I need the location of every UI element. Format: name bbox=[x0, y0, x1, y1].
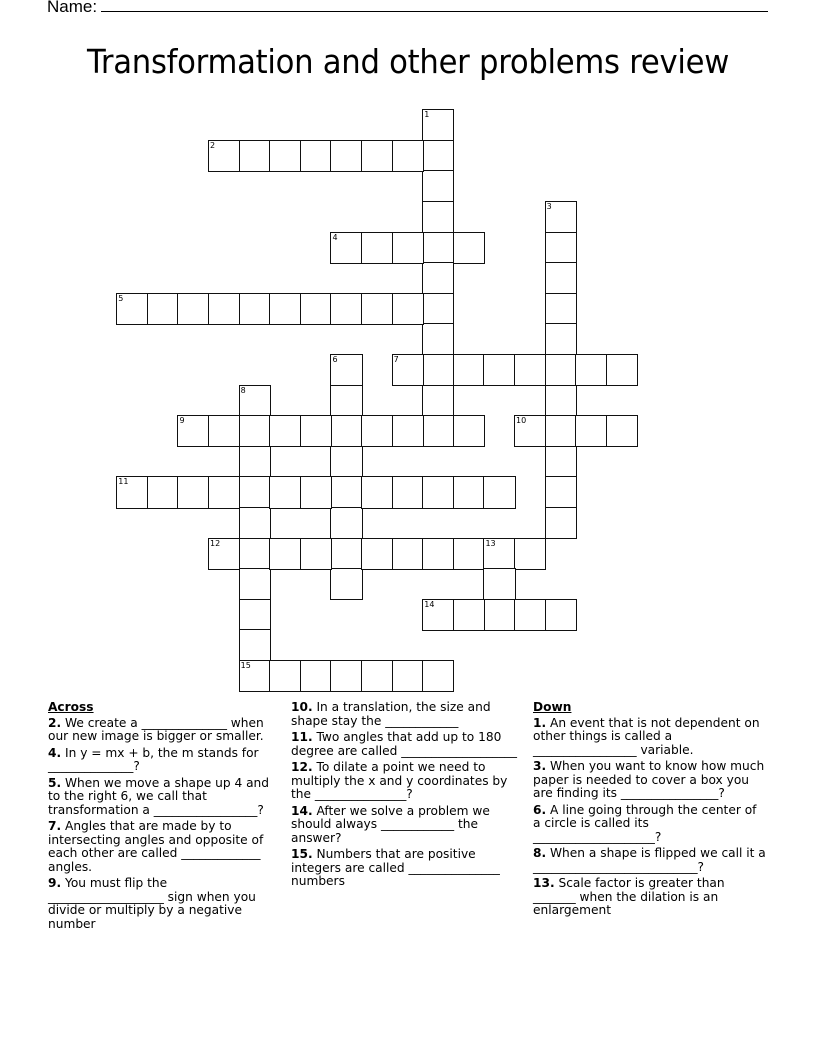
crossword-cell[interactable] bbox=[269, 140, 301, 172]
crossword-cell[interactable] bbox=[514, 354, 546, 386]
clue-text: A line going through the center of a circle is called its ____________________? bbox=[533, 802, 757, 844]
crossword-cell[interactable] bbox=[239, 599, 271, 631]
clue-text: To dilate a point we need to multiply the x and y coordinates by the _______________? bbox=[291, 760, 508, 801]
crossword-cell[interactable] bbox=[422, 660, 454, 692]
clue-number: 2. bbox=[48, 715, 62, 730]
crossword-cell[interactable] bbox=[545, 599, 577, 631]
crossword-cell[interactable] bbox=[453, 415, 485, 447]
crossword-cell[interactable] bbox=[422, 262, 454, 294]
crossword-cell[interactable] bbox=[606, 415, 638, 447]
crossword-cell[interactable] bbox=[147, 293, 179, 325]
clue-down-13 bbox=[533, 877, 767, 918]
crossword-cell[interactable] bbox=[177, 293, 209, 325]
crossword-cell[interactable] bbox=[330, 140, 362, 172]
crossword-cell[interactable] bbox=[239, 538, 271, 570]
name-blank-line[interactable] bbox=[101, 0, 768, 12]
crossword-cell[interactable] bbox=[392, 293, 424, 325]
clue-across-11 bbox=[291, 731, 523, 758]
crossword-cell[interactable] bbox=[330, 232, 362, 264]
clue-text: You must flip the ___________________ sign when you divide or multiply by a negative number bbox=[48, 876, 256, 931]
page-title: Transformation and other problems review bbox=[86, 42, 730, 81]
clue-text: An event that is not dependent on other things is called a _________________ variable. bbox=[533, 715, 760, 757]
crossword-cell[interactable] bbox=[392, 140, 424, 172]
crossword-cell[interactable] bbox=[453, 354, 485, 386]
clue-number: 3. bbox=[533, 759, 547, 773]
crossword-cell[interactable] bbox=[269, 476, 301, 508]
crossword-cell[interactable] bbox=[239, 629, 271, 661]
crossword-cell[interactable] bbox=[545, 507, 577, 539]
clue-number-label: 11 bbox=[118, 477, 129, 487]
crossword-cell[interactable] bbox=[239, 140, 271, 172]
crossword-cell[interactable] bbox=[300, 140, 332, 172]
clue-number: 8. bbox=[533, 846, 547, 860]
crossword-cell[interactable] bbox=[239, 293, 271, 325]
clue-text: When we move a shape up 4 and to the right 6, we call that transformation a _________________? bbox=[48, 775, 270, 817]
crossword-cell[interactable] bbox=[545, 446, 577, 478]
crossword-cell[interactable] bbox=[483, 476, 515, 508]
clue-text: Two angles that add up to 180 degree are called ___________________ bbox=[291, 730, 517, 758]
crossword-cell[interactable] bbox=[300, 538, 332, 570]
crossword-cell[interactable] bbox=[422, 415, 454, 447]
crossword-cell[interactable] bbox=[392, 476, 424, 508]
clue-text: Scale factor is greater than _______ when the dilation is an enlargement bbox=[533, 876, 725, 917]
crossword-cell[interactable] bbox=[422, 476, 454, 508]
crossword-cell[interactable] bbox=[392, 354, 424, 386]
down-clues-column bbox=[533, 701, 767, 921]
crossword-cell[interactable] bbox=[422, 293, 454, 325]
crossword-cell[interactable] bbox=[545, 354, 577, 386]
crossword-cell[interactable] bbox=[208, 140, 240, 172]
crossword-cell[interactable] bbox=[330, 354, 362, 386]
crossword-cell[interactable] bbox=[300, 293, 332, 325]
crossword-cell[interactable] bbox=[483, 568, 515, 600]
crossword-cell[interactable] bbox=[330, 538, 362, 570]
crossword-cell[interactable] bbox=[147, 476, 179, 508]
clue-across-2 bbox=[48, 717, 280, 744]
clue-text: When a shape is flipped we call it a ___________________________? bbox=[533, 846, 766, 874]
crossword-cell[interactable] bbox=[361, 140, 393, 172]
clue-number: 5. bbox=[48, 775, 62, 790]
clue-number-label: 7 bbox=[393, 355, 399, 365]
clue-number-label: 4 bbox=[332, 232, 338, 242]
crossword-cell[interactable] bbox=[422, 201, 454, 233]
name-field[interactable] bbox=[47, 0, 768, 17]
crossword-cell[interactable] bbox=[483, 354, 515, 386]
clue-across-10 bbox=[291, 701, 523, 728]
crossword-cell[interactable] bbox=[208, 476, 240, 508]
crossword-cell[interactable] bbox=[239, 568, 271, 600]
crossword-cell[interactable] bbox=[330, 385, 362, 417]
crossword-cell[interactable] bbox=[239, 507, 271, 539]
crossword-cell[interactable] bbox=[453, 599, 485, 631]
crossword-cell[interactable] bbox=[545, 201, 577, 233]
clue-across-12 bbox=[291, 761, 523, 802]
crossword-grid bbox=[117, 110, 639, 692]
crossword-cell[interactable] bbox=[330, 660, 362, 692]
clue-number: 12. bbox=[291, 760, 313, 774]
clue-number: 4. bbox=[48, 745, 62, 760]
crossword-cell[interactable] bbox=[269, 415, 301, 447]
crossword-cell[interactable] bbox=[392, 660, 424, 692]
clue-text: Numbers that are positive integers are called _______________ numbers bbox=[291, 847, 500, 888]
crossword-cell[interactable] bbox=[545, 262, 577, 294]
clue-across-5 bbox=[48, 777, 280, 818]
clue-number-label: 5 bbox=[118, 293, 124, 303]
clue-number-label: 15 bbox=[240, 661, 251, 671]
crossword-cell[interactable] bbox=[392, 232, 424, 264]
clue-number: 1. bbox=[533, 715, 547, 730]
clue-number-label: 14 bbox=[424, 599, 435, 609]
crossword-cell[interactable] bbox=[514, 538, 546, 570]
crossword-cell[interactable] bbox=[422, 170, 454, 202]
clue-across-9 bbox=[48, 877, 280, 931]
crossword-cell[interactable] bbox=[453, 232, 485, 264]
crossword-cell[interactable] bbox=[208, 415, 240, 447]
across-heading: Across bbox=[48, 700, 94, 714]
crossword-cell[interactable] bbox=[361, 232, 393, 264]
crossword-cell[interactable] bbox=[361, 293, 393, 325]
crossword-cell[interactable] bbox=[606, 354, 638, 386]
clue-number-label: 13 bbox=[485, 538, 496, 548]
crossword-cell[interactable] bbox=[330, 293, 362, 325]
crossword-cell[interactable] bbox=[422, 323, 454, 355]
crossword-cell[interactable] bbox=[361, 538, 393, 570]
crossword-cell[interactable] bbox=[453, 476, 485, 508]
clue-down-1 bbox=[533, 717, 767, 758]
crossword-cell[interactable] bbox=[575, 354, 607, 386]
crossword-cell[interactable] bbox=[361, 415, 393, 447]
clue-across-7 bbox=[48, 820, 280, 874]
across-clues-column-1 bbox=[48, 701, 280, 934]
crossword-cell[interactable] bbox=[239, 446, 271, 478]
crossword-cell[interactable] bbox=[239, 415, 271, 447]
clue-number: 15. bbox=[291, 847, 313, 861]
clue-number: 14. bbox=[291, 803, 313, 818]
crossword-cell[interactable] bbox=[177, 476, 209, 508]
crossword-cell[interactable] bbox=[545, 232, 577, 264]
clue-across-14 bbox=[291, 805, 523, 846]
name-label: Name: bbox=[47, 0, 98, 16]
crossword-cell[interactable] bbox=[239, 476, 271, 508]
crossword-cell[interactable] bbox=[208, 538, 240, 570]
crossword-cell[interactable] bbox=[269, 538, 301, 570]
crossword-cell[interactable] bbox=[330, 476, 362, 508]
crossword-cell[interactable] bbox=[545, 415, 577, 447]
clue-down-6 bbox=[533, 804, 767, 845]
crossword-cell[interactable] bbox=[483, 538, 515, 570]
crossword-cell[interactable] bbox=[116, 293, 148, 325]
clue-number-label: 9 bbox=[179, 416, 185, 426]
crossword-cell[interactable] bbox=[208, 293, 240, 325]
crossword-cell[interactable] bbox=[422, 599, 454, 631]
clue-text: When you want to know how much paper is needed to cover a box you are finding its ________________? bbox=[533, 759, 765, 800]
crossword-cell[interactable] bbox=[239, 385, 271, 417]
clue-number-label: 1 bbox=[424, 110, 430, 120]
clue-number: 9. bbox=[48, 876, 62, 890]
crossword-cell[interactable] bbox=[330, 446, 362, 478]
crossword-cell[interactable] bbox=[545, 385, 577, 417]
clue-text: We create a ______________ when our new image is bigger or smaller. bbox=[48, 715, 264, 743]
crossword-cell[interactable] bbox=[514, 415, 546, 447]
crossword-cell[interactable] bbox=[545, 293, 577, 325]
across-clues-column-2 bbox=[291, 701, 523, 892]
clue-down-8 bbox=[533, 847, 767, 874]
crossword-cell[interactable] bbox=[300, 660, 332, 692]
clue-number: 10. bbox=[291, 700, 313, 714]
crossword-cell[interactable] bbox=[177, 415, 209, 447]
crossword-cell[interactable] bbox=[545, 476, 577, 508]
clue-number: 11. bbox=[291, 730, 313, 744]
clue-number-label: 6 bbox=[332, 355, 338, 365]
clue-number: 13. bbox=[533, 876, 555, 890]
crossword-cell[interactable] bbox=[330, 568, 362, 600]
crossword-cell[interactable] bbox=[269, 660, 301, 692]
clue-number: 6. bbox=[533, 802, 547, 817]
crossword-cell[interactable] bbox=[422, 354, 454, 386]
clue-across-4 bbox=[48, 747, 280, 774]
clue-number: 7. bbox=[48, 819, 62, 833]
clue-number-label: 12 bbox=[210, 538, 221, 548]
clue-text: After we solve a problem we should always ____________ the answer? bbox=[291, 803, 490, 845]
clue-text: In a translation, the size and shape stay the ____________ bbox=[291, 700, 491, 728]
crossword-cell[interactable] bbox=[483, 599, 515, 631]
clue-text: Angles that are made by to intersecting angles and opposite of each other are called _____________ angles. bbox=[48, 819, 264, 874]
crossword-cell[interactable] bbox=[300, 415, 332, 447]
crossword-cell[interactable] bbox=[453, 538, 485, 570]
crossword-cell[interactable] bbox=[545, 323, 577, 355]
clue-text: In y = mx + b, the m stands for ______________? bbox=[48, 745, 259, 773]
crossword-cell[interactable] bbox=[422, 538, 454, 570]
clue-number-label: 8 bbox=[240, 385, 246, 395]
crossword-cell[interactable] bbox=[116, 476, 148, 508]
clue-number-label: 2 bbox=[210, 140, 216, 150]
crossword-cell[interactable] bbox=[514, 599, 546, 631]
down-heading: Down bbox=[533, 700, 572, 714]
crossword-cell[interactable] bbox=[392, 538, 424, 570]
crossword-cell[interactable] bbox=[361, 476, 393, 508]
crossword-cell[interactable] bbox=[300, 476, 332, 508]
crossword-cell[interactable] bbox=[361, 660, 393, 692]
crossword-cell[interactable] bbox=[422, 385, 454, 417]
crossword-cell[interactable] bbox=[392, 415, 424, 447]
crossword-cell[interactable] bbox=[269, 293, 301, 325]
crossword-cell[interactable] bbox=[239, 660, 271, 692]
clue-number-label: 3 bbox=[546, 202, 552, 212]
crossword-cell[interactable] bbox=[422, 109, 454, 141]
crossword-cell[interactable] bbox=[330, 415, 362, 447]
crossword-cell[interactable] bbox=[330, 507, 362, 539]
crossword-cell[interactable] bbox=[422, 140, 454, 172]
crossword-cell[interactable] bbox=[422, 232, 454, 264]
crossword-cell[interactable] bbox=[575, 415, 607, 447]
clue-number-label: 10 bbox=[516, 416, 527, 426]
clue-down-3 bbox=[533, 760, 767, 801]
clue-across-15 bbox=[291, 848, 523, 889]
